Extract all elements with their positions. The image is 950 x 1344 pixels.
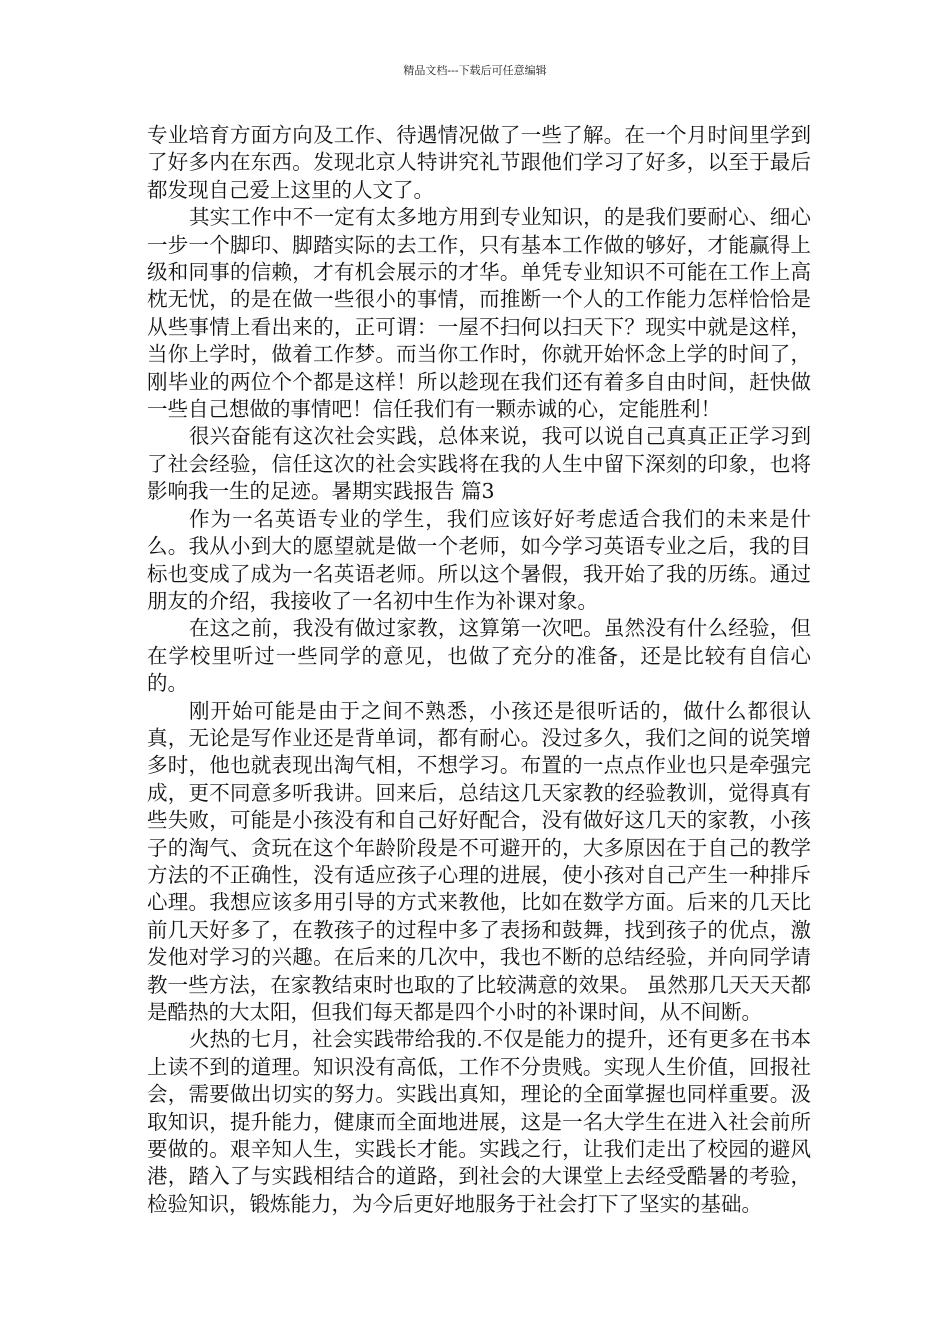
paragraph-6: 刚开始可能是由于之间不熟悉，小孩还是很听话的，做什么都很认真，无论是写作业还是背单词，都有耐心。没过多久，我们之间的说笑增多时，他也就表现出淘气相，不想学习。布置的一点点作业也只是牵强完成，更不同意多听我讲。回来后，总结这几天家教的经验教训，觉得真有些失败，可能是小孩没有和自己好好配合，没有做好这几天的家教，小孩子的淘气、贪玩在这个年龄阶段是不可避开的，大多原因在于自己的教学方法的不正确性，没有适应孩子心理的进展，使小孩对自己产生一种排斥心理。我想应该多用引导的方式来教他，比如在数学方面。后来的几天比前几天好多了，在教孩子的过程中多了表扬和鼓舞，找到孩子的优点，激发他对学习的兴趣。在后来的几次中，我也不断的总结经验，并向同学请教一些方法，在家教结束时也取的了比较满意的效果。 虽然那几天天天都是酷热的大太阳，但我们每天都是四个小时的补课时间，从不间断。 (147, 698, 811, 1024)
paragraph-4: 作为一名英语专业的学生，我们应该好好考虑适合我们的未来是什么。我从小到大的愿望就是做一个老师，如今学习英语专业之后，我的目标也变成了成为一名英语老师。所以这个暑假，我开始了我的历练。通过朋友的介绍，我接收了一名初中生作为补课对象。 (147, 506, 811, 613)
paragraph-5: 在这之前，我没有做过家教，这算第一次吧。虽然没有什么经验，但在学校里听过一些同学的意见，也做了充分的准备，还是比较有自信心的。 (147, 616, 811, 696)
page-header: 精品文档---下载后可任意编辑 (403, 64, 547, 77)
paragraph-2: 其实工作中不一定有太多地方用到专业知识，的是我们要耐心、细心一步一个脚印、脚踏实际的去工作，只有基本工作做的够好，才能赢得上级和同事的信赖，才有机会展示的才华。单凭专业知识不可能在工作上高枕无忧，的是在做一些很小的事情，而推断一个人的工作能力怎样恰恰是从些事情上看出来的，正可谓：一屋不扫何以扫天下？现实中就是这样，当你上学时，做着工作梦。而当你工作时，你就开始怀念上学的时间了，刚毕业的两位个个都是这样！所以趁现在我们还有着多自由时间，赶快做一些自己想做的事情吧！信任我们有一颗赤诚的心，定能胜利！ (147, 205, 811, 422)
paragraph-3: 很兴奋能有这次社会实践，总体来说，我可以说自己真真正正学习到了社会经验，信任这次的社会实践将在我的人生中留下深刻的印象，也将影响我一生的足迹。暑期实践报告 篇3 (147, 424, 811, 504)
paragraph-1: 专业培育方面方向及工作、待遇情况做了一些了解。在一个月时间里学到了好多内在东西。发现北京人特讲究礼节跟他们学习了好多，以至于最后都发现自己爱上这里的人文了。 (147, 123, 811, 202)
paragraph-7: 火热的七月，社会实践带给我的.不仅是能力的提升，还有更多在书本上读不到的道理。知识没有高低，工作不分贵贱。实现人生价值，回报社会，需要做出切实的努力。实践出真知，理论的全面掌握也同样重要。汲取知识，提升能力，健康而全面地进展，这是一名大学生在进入社会前所要做的。艰辛知人生，实践长才能。实践之行，让我们走出了校园的避风港，踏入了与实践相结合的道路，到社会的大课堂上去经受酷暑的考验，检验知识，锻炼能力，为今后更好地服务于社会打下了坚实的基础。 (147, 1027, 811, 1216)
document-body (147, 122, 811, 1218)
